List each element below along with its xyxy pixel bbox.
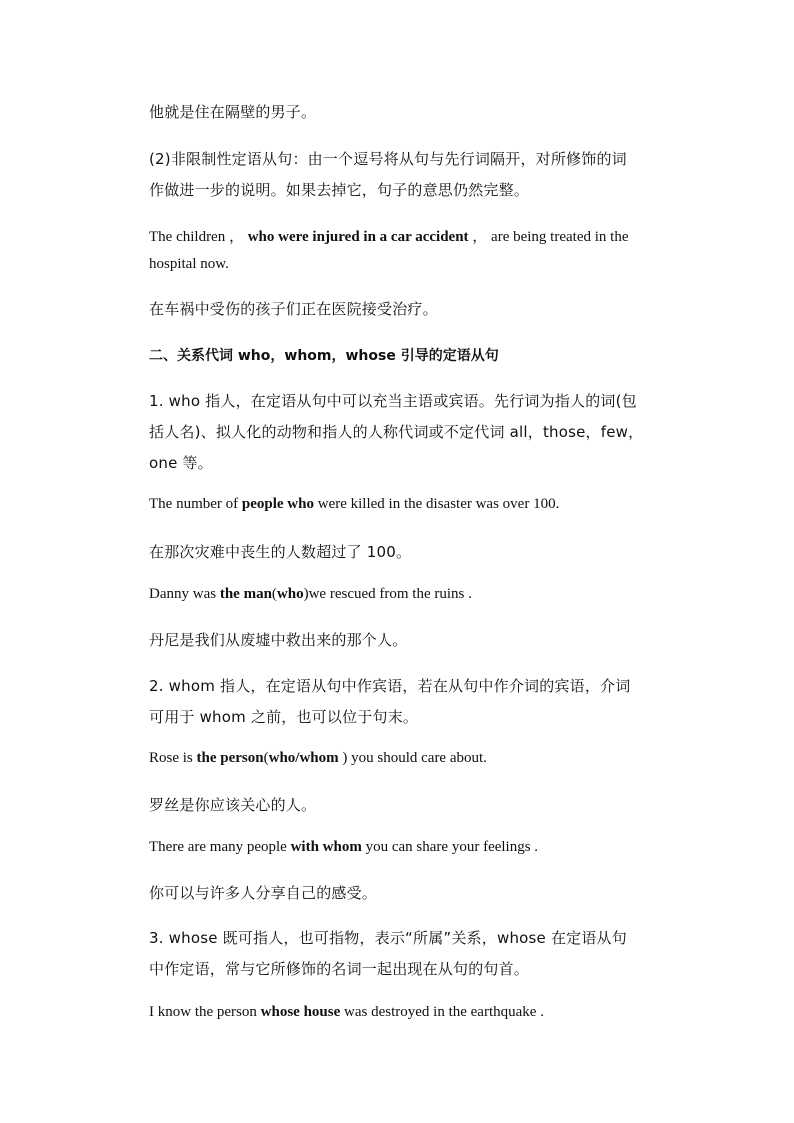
translation-line: 罗丝是你应该关心的人。	[149, 796, 317, 814]
section-heading: 二、关系代词 who，whom，whose 引导的定语从句	[149, 348, 499, 364]
translation-line: 在车祸中受伤的孩子们正在医院接受治疗。	[149, 300, 438, 318]
paragraph-line: 可用于 whom 之前，也可以位于句末。	[149, 708, 419, 726]
paragraph-line: one 等。	[149, 454, 213, 472]
paragraph-line: 3. whose 既可指人，也可指物，表示“所属”关系，whose 在定语从句	[149, 929, 627, 947]
sentence-text: (	[263, 750, 269, 766]
paragraph-line: 2. whom 指人，在定语从句中作宾语，若在从句中作介词的宾语，介词	[149, 677, 631, 695]
sentence-text: Rose is	[149, 750, 197, 766]
translation-line: 丹尼是我们从废墟中救出来的那个人。	[149, 631, 408, 649]
sentence-text: ， are being treated in the	[472, 229, 629, 245]
sentence-text: (	[271, 586, 277, 602]
example-sentence: hospital now.	[149, 256, 229, 272]
translation-line: 你可以与许多人分享自己的感受。	[149, 884, 378, 902]
relative-clause-emphasis: people who	[241, 496, 314, 512]
sentence-text: you can share your feelings .	[361, 839, 539, 855]
translation-line: 在那次灾难中丧生的人数超过了 100。	[149, 543, 412, 561]
paragraph-line: (2)非限制性定语从句：由一个逗号将从句与先行词隔开，对所修饰的词	[149, 150, 627, 168]
relative-pronoun-emphasis: who/whom	[268, 750, 339, 766]
paragraph-line: 括人名)、拟人化的动物和指人的人称代词或不定代词 all，those，few，	[149, 423, 644, 441]
antecedent-emphasis: the man	[219, 586, 272, 602]
paragraph-line: 作做进一步的说明。如果去掉它，句子的意思仍然完整。	[149, 181, 530, 199]
sentence-text: The number of	[149, 496, 242, 512]
example-sentence	[149, 750, 487, 767]
sentence-text: The children ，	[149, 229, 244, 245]
example-sentence	[149, 586, 472, 603]
sentence-text: Danny was	[149, 586, 220, 602]
relative-clause-emphasis: with whom	[290, 839, 362, 855]
sentence-text: ) you should care about.	[338, 750, 487, 766]
paragraph-line: 他就是住在隔壁的男子。	[149, 103, 317, 121]
sentence-text: were killed in the disaster was over 100.	[313, 496, 560, 512]
sentence-text: There are many people	[149, 839, 291, 855]
paragraph-line: 中作定语，常与它所修饰的名词一起出现在从句的句首。	[149, 960, 530, 978]
example-sentence	[149, 225, 628, 246]
example-sentence	[149, 1004, 544, 1021]
example-sentence	[149, 496, 559, 513]
relative-clause-emphasis: who were injured in a car accident	[247, 229, 469, 245]
example-sentence	[149, 839, 538, 856]
sentence-text: I know the person	[149, 1004, 261, 1020]
sentence-text: )we rescued from the ruins .	[303, 586, 472, 602]
relative-pronoun-emphasis: who	[276, 586, 304, 602]
antecedent-emphasis: the person	[196, 750, 264, 766]
relative-clause-emphasis: whose house	[260, 1004, 341, 1020]
sentence-text: was destroyed in the earthquake .	[340, 1004, 544, 1020]
paragraph-line: 1. who 指人，在定语从句中可以充当主语或宾语。先行词为指人的词(包	[149, 392, 637, 410]
